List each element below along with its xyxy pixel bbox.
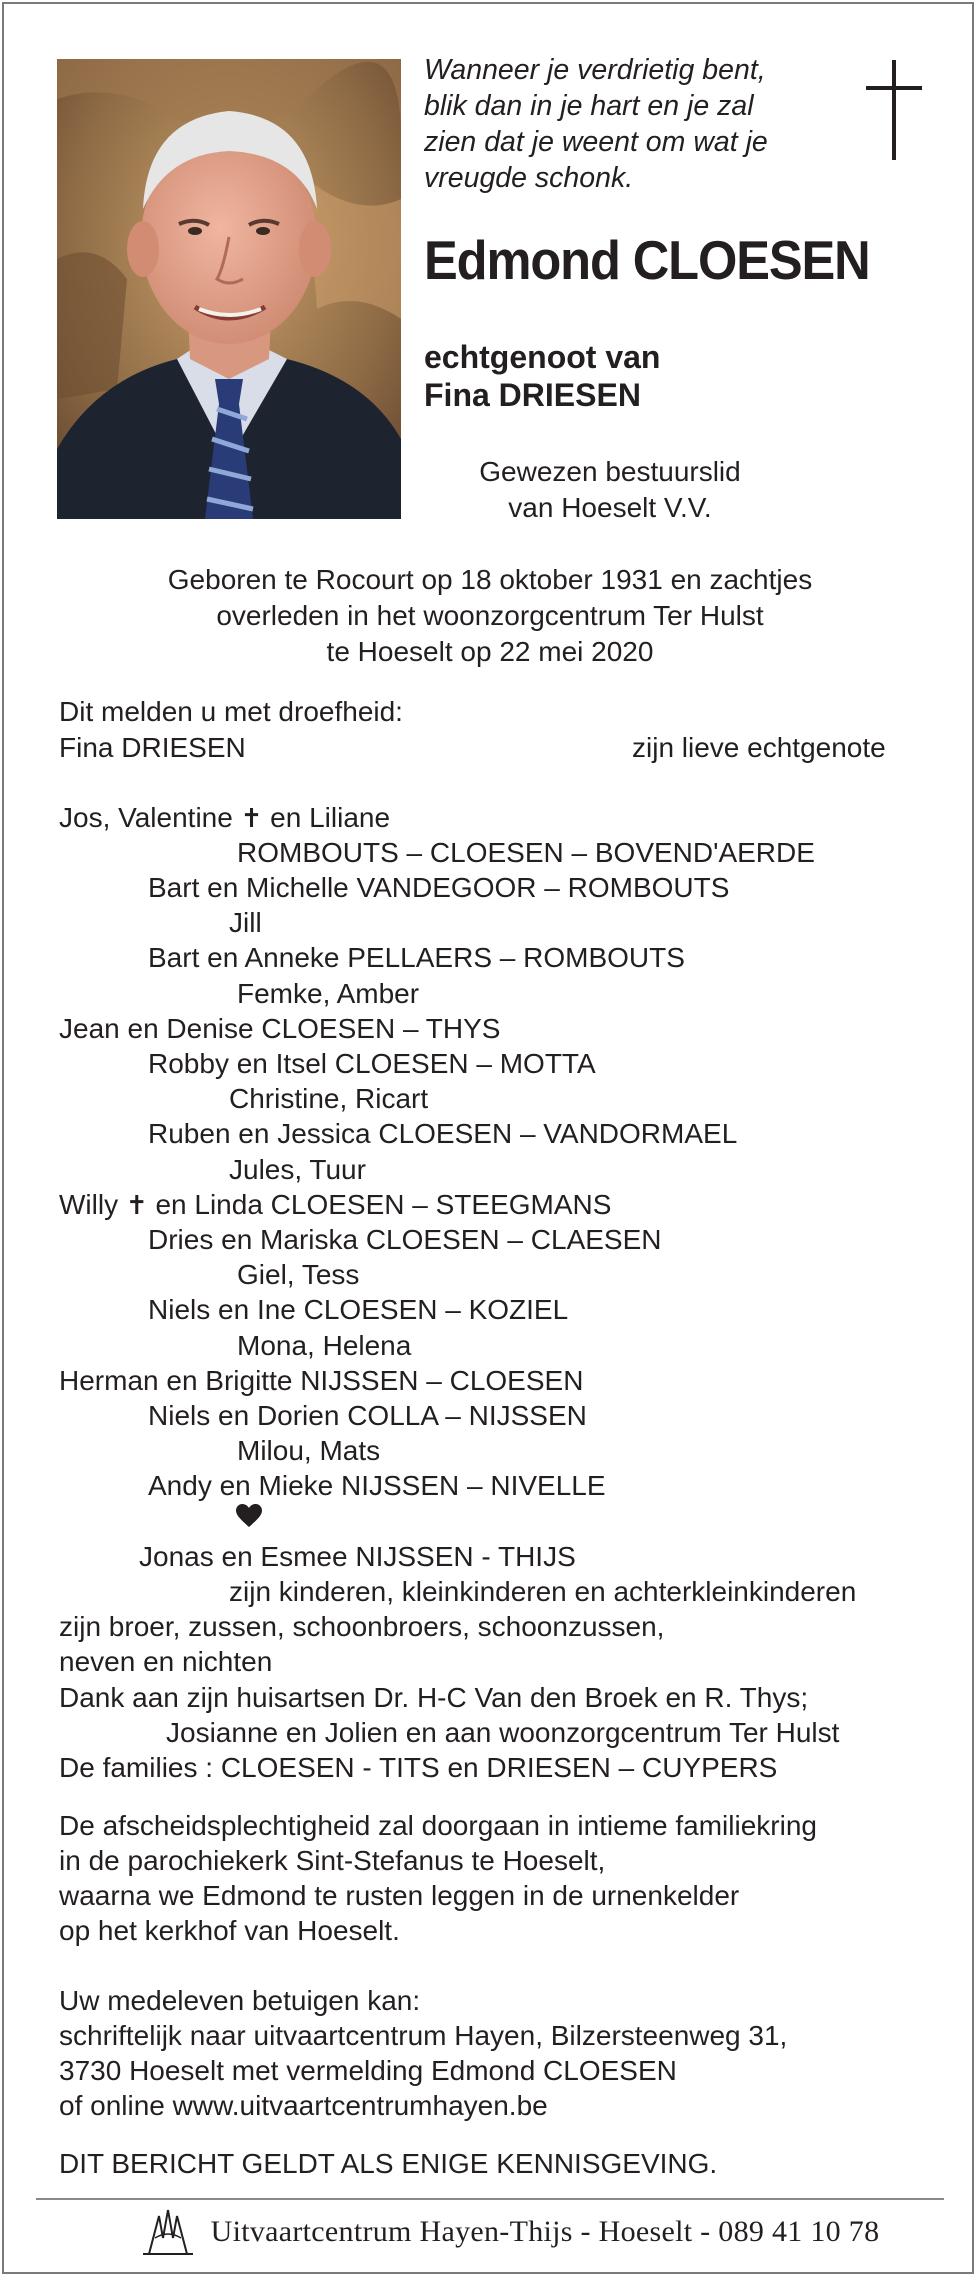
- family-line: zijn broer, zussen, schoonbroers, schoonzussen,: [59, 1611, 665, 1642]
- role-line: Gewezen bestuurslid: [479, 456, 741, 487]
- family-line: Femke, Amber: [237, 978, 420, 1009]
- ceremony-line: De afscheidsplechtigheid zal doorgaan in intieme familiekring: [59, 1810, 817, 1841]
- family-line: neven en nichten: [59, 1646, 273, 1677]
- family-line: Milou, Mats: [237, 1435, 381, 1466]
- dagger-icon: ✝: [240, 803, 263, 833]
- footer-text: Uitvaartcentrum Hayen-Thijs - Hoeselt - 089 41 10 78: [210, 2215, 880, 2248]
- family-name: Willy: [59, 1189, 119, 1220]
- birth-death-line: Geboren te Rocourt op 18 oktober 1931 en zachtjes: [167, 564, 813, 595]
- dagger-icon: ✝: [125, 1190, 148, 1220]
- heart-icon: [236, 1504, 262, 1528]
- family-line: Niels en Ine CLOESEN – KOZIEL: [148, 1294, 569, 1325]
- funeral-home-logo-icon: [141, 2208, 195, 2256]
- deceased-name: Edmond CLOESEN: [424, 229, 870, 291]
- announcement-intro: Dit melden u met droefheid:: [59, 696, 403, 727]
- cross-icon: [866, 60, 922, 160]
- thanks-line: Dank aan zijn huisartsen Dr. H-C Van den Broek en R. Thys;: [59, 1682, 809, 1713]
- widow-relation: zijn lieve echtgenote: [632, 732, 886, 763]
- family-name: Jos, Valentine: [59, 802, 233, 833]
- family-line: ROMBOUTS – CLOESEN – BOVEND'AERDE: [237, 837, 815, 868]
- birth-death-line: overleden in het woonzorgcentrum Ter Hulst: [216, 600, 764, 631]
- ceremony-line: waarna we Edmond te rusten leggen in de urnenkelder: [59, 1880, 740, 1911]
- condolence-line: schriftelijk naar uitvaartcentrum Hayen, Bilzersteenweg 31,: [59, 2020, 788, 2051]
- poem-line: Wanneer je verdrietig bent,: [424, 54, 766, 86]
- condolence-line: 3730 Hoeselt met vermelding Edmond CLOESEN: [59, 2055, 677, 2086]
- spouse-label: echtgenoot van: [424, 339, 661, 375]
- widow-name: Fina DRIESEN: [59, 732, 246, 763]
- family-line: Bart en Anneke PELLAERS – ROMBOUTS: [148, 942, 685, 973]
- birth-death-line: te Hoeselt op 22 mei 2020: [326, 636, 654, 667]
- family-line: Giel, Tess: [237, 1259, 360, 1290]
- birth-death-block: [60, 562, 920, 670]
- poem: [424, 52, 768, 196]
- ceremony-line: in de parochiekerk Sint-Stefanus te Hoeselt,: [59, 1845, 606, 1876]
- footer-divider: [36, 2198, 944, 2200]
- notice-line: DIT BERICHT GELDT ALS ENIGE KENNISGEVING.: [59, 2148, 718, 2179]
- family-name: en Linda CLOESEN – STEEGMANS: [155, 1189, 612, 1220]
- family-name: en Liliane: [270, 802, 391, 833]
- family-line: Andy en Mieke NIJSSEN – NIVELLE: [148, 1470, 606, 1501]
- family-line: Dries en Mariska CLOESEN – CLAESEN: [148, 1224, 662, 1255]
- families-line: De families : CLOESEN - TITS en DRIESEN – CUYPERS: [59, 1752, 778, 1783]
- role-block: [440, 454, 780, 526]
- spouse-name: Fina DRIESEN: [424, 377, 641, 413]
- family-line: Christine, Ricart: [229, 1083, 429, 1114]
- family-line: Ruben en Jessica CLOESEN – VANDORMAEL: [148, 1118, 738, 1149]
- family-line: Robby en Itsel CLOESEN – MOTTA: [148, 1048, 596, 1079]
- poem-line: blik dan in je hart en je zal: [424, 90, 754, 122]
- thanks-line: Josianne en Jolien en aan woonzorgcentrum Ter Hulst: [166, 1717, 840, 1748]
- family-line: Niels en Dorien COLLA – NIJSSEN: [148, 1400, 587, 1431]
- family-line: Mona, Helena: [237, 1330, 412, 1361]
- family-line: Jean en Denise CLOESEN – THYS: [59, 1013, 501, 1044]
- family-line: Herman en Brigitte NIJSSEN – CLOESEN: [59, 1365, 584, 1396]
- family-line: Jill: [229, 907, 262, 938]
- spouse-block: [424, 338, 660, 414]
- role-line: van Hoeselt V.V.: [508, 492, 712, 523]
- family-line: Jules, Tuur: [229, 1154, 366, 1185]
- family-line: [59, 800, 390, 836]
- family-line: Jonas en Esmee NIJSSEN - THIJS: [139, 1541, 576, 1572]
- family-line: [59, 1187, 611, 1223]
- family-line: Bart en Michelle VANDEGOOR – ROMBOUTS: [148, 872, 730, 903]
- poem-line: vreugde schonk.: [424, 162, 634, 194]
- portrait-photo: [57, 59, 401, 519]
- poem-line: zien dat je weent om wat je: [424, 126, 768, 158]
- footer: [80, 2208, 940, 2256]
- family-line: zijn kinderen, kleinkinderen en achterkleinkinderen: [229, 1576, 857, 1607]
- condolence-line: of online www.uitvaartcentrumhayen.be: [59, 2090, 548, 2121]
- ceremony-line: op het kerkhof van Hoeselt.: [59, 1915, 400, 1946]
- condolence-line: Uw medeleven betuigen kan:: [59, 1985, 421, 2016]
